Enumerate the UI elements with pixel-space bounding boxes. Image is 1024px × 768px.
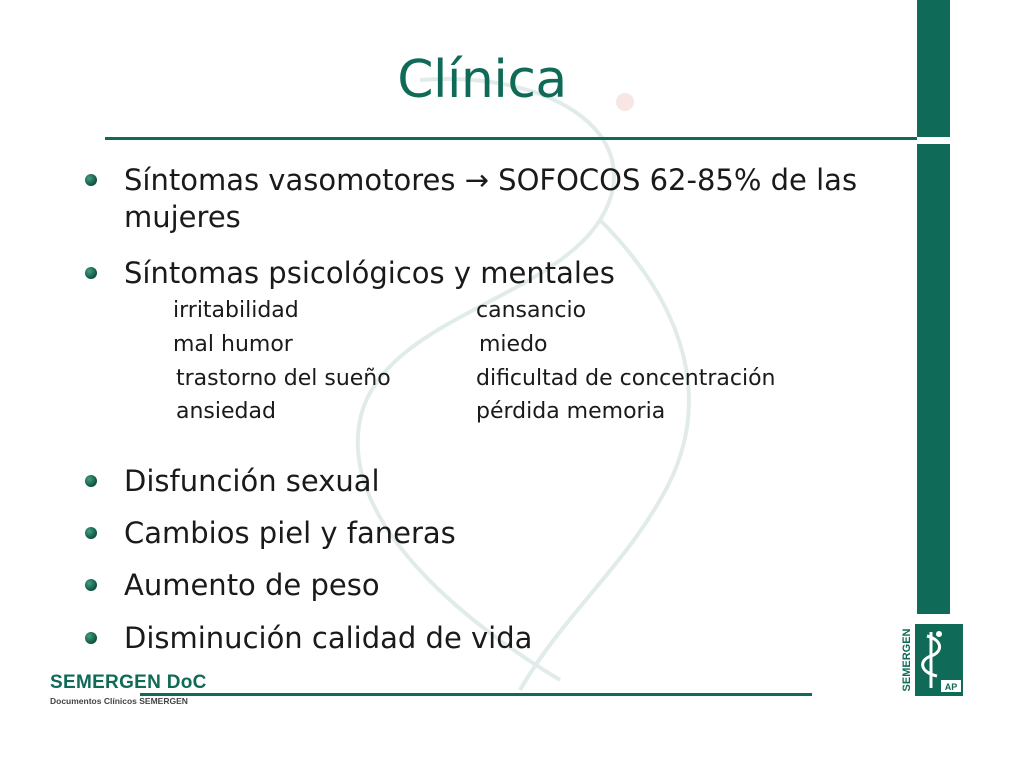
right-band-top [917, 0, 950, 137]
bullet-icon [85, 527, 97, 539]
bullet-item [85, 567, 904, 604]
brand-subtitle: Documentos Clínicos SEMERGEN [50, 696, 188, 706]
symptom-item: trastorno del sueño [176, 366, 391, 391]
bullet-item [85, 255, 904, 292]
symptom-item: mal humor [173, 332, 293, 357]
bullet-item [85, 463, 904, 500]
bullet-text: Disfunción sexual [124, 464, 380, 498]
bullet-icon [85, 579, 97, 591]
symptom-item: ansiedad [176, 399, 276, 424]
bullet-text: Cambios piel y faneras [124, 516, 456, 550]
bullet-item [85, 515, 904, 552]
logo-badge: AP [944, 682, 958, 692]
bullet-item [85, 162, 904, 236]
bullet-item [85, 620, 904, 657]
footer-divider [140, 693, 812, 696]
bullet-icon [85, 267, 97, 279]
bullet-text: Síntomas vasomotores → SOFOCOS 62-85% de las mujeres [124, 163, 858, 234]
symptom-item: pérdida memoria [476, 399, 666, 424]
symptom-item: dificultad de concentración [476, 366, 776, 391]
right-band-bottom [917, 144, 950, 614]
symptom-item: cansancio [476, 298, 587, 323]
logo-text: SEMERGEN [901, 628, 913, 692]
brand-name: SEMERGEN DoC [50, 672, 207, 693]
brand-block [50, 672, 207, 706]
symptom-item: irritabilidad [173, 298, 299, 323]
slide-title: Clínica [397, 50, 567, 110]
symptom-item: miedo [479, 332, 548, 357]
bullet-text: Aumento de peso [124, 568, 380, 602]
bullet-icon [85, 174, 97, 186]
semergen-logo-icon [897, 622, 965, 698]
bullet-text: Síntomas psicológicos y mentales [124, 256, 615, 290]
bullet-icon [85, 632, 97, 644]
bullet-text: Disminución calidad de vida [124, 621, 533, 655]
title-divider [105, 137, 917, 140]
bullet-icon [85, 475, 97, 487]
